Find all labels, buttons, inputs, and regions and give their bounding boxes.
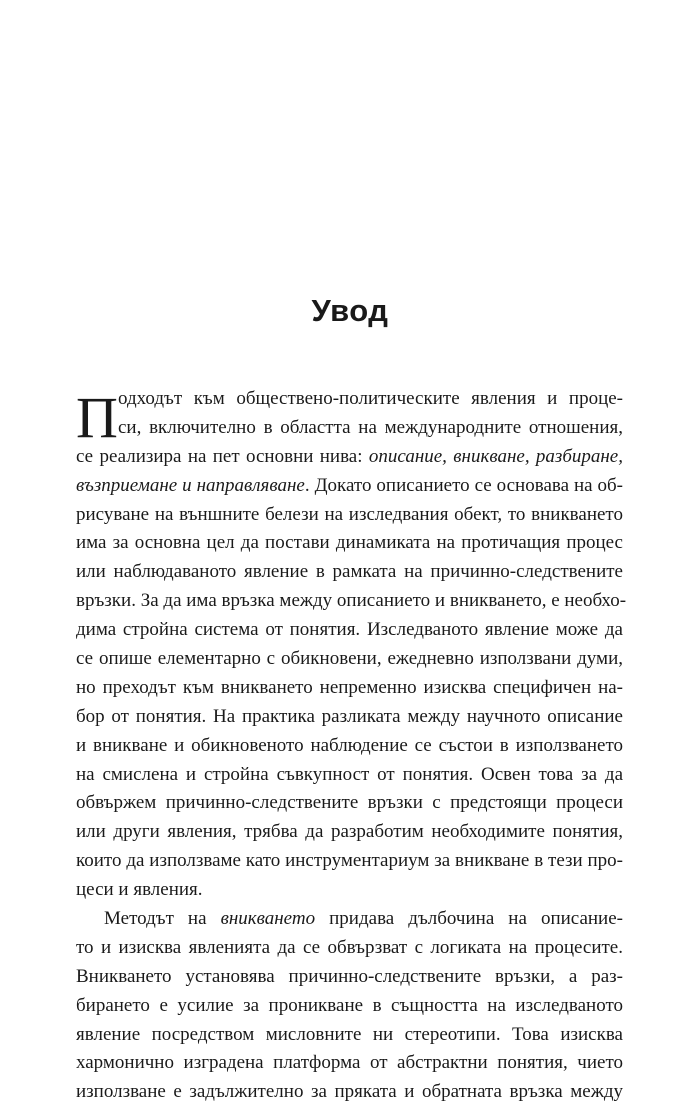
text-line: цеси и явления. <box>76 879 203 901</box>
text-line: или други явления, трябва да разработим необходимите понятия, <box>76 821 623 843</box>
chapter-title: Увод <box>311 293 389 328</box>
italic-levels-end: възприемане и направляване <box>76 474 305 496</box>
text-line: хармонично изградена платформа от абстрактни понятия, чието <box>76 1052 623 1074</box>
text-run: се реализира на пет основни нива: <box>76 445 369 467</box>
drop-cap: П <box>76 385 118 450</box>
paragraph-1 <box>76 385 627 905</box>
text-line: дима стройна система от понятия. Изследваното явление може да <box>76 619 623 641</box>
text-line: одходът към обществено-политическите явления и проце- <box>118 388 623 409</box>
text-line: бор от понятия. На практика разликата между научното описание <box>76 705 623 727</box>
text-line: си, включително в областта на международните отношения, <box>118 416 623 438</box>
text-line: или наблюдаваното явление в рамката на причинно-следствените <box>76 561 623 583</box>
text-line: използване е задължително за пряката и обратната връзка между <box>76 1081 623 1103</box>
text-line: обвържем причинно-следствените връзки с предстоящи процеси <box>76 792 623 814</box>
text-line: бирането е усилие за проникване в същността на изследваното <box>76 994 623 1016</box>
italic-levels: описание, вникване, разбиране, <box>368 445 623 467</box>
text-line <box>76 905 623 934</box>
text-line <box>76 443 623 472</box>
text-line: но преходът към вникването непременно изисква специфичен на- <box>76 676 623 698</box>
text-line: които да използваме като инструментариум за вникване в тези про- <box>76 850 623 872</box>
paragraph-2 <box>76 905 623 1107</box>
italic-term: вникването <box>220 908 316 930</box>
text-line <box>76 472 623 501</box>
text-line: има за основна цел да постави динамиката на протичащия процес <box>76 532 623 554</box>
text-run: Методът на <box>104 908 221 930</box>
text-line: явление посредством мисловните ни стереотипи. Това изисква <box>76 1023 623 1045</box>
text-run: . Докато описанието се основава на об- <box>304 474 624 496</box>
text-line: се опише елементарно с обикновени, ежедневно използвани думи, <box>76 648 623 670</box>
text-line: то и изисква явленията да се обвързват с логиката на процесите. <box>76 936 623 958</box>
text-line: връзки. За да има връзка между описанието и вникването, е необхо- <box>76 590 627 612</box>
body-text <box>76 385 627 1107</box>
text-line: рисуване на външните белези на изследвания обект, то вникването <box>76 503 623 525</box>
text-line: и вникване и обикновеното наблюдение се състои в използването <box>76 734 623 756</box>
text-run: придава дълбочина на описание- <box>315 908 623 930</box>
text-line: Вникването установява причинно-следствените връзки, а раз- <box>76 965 623 987</box>
text-line: на смислена и стройна съвкупност от понятия. Освен това за да <box>76 763 623 785</box>
